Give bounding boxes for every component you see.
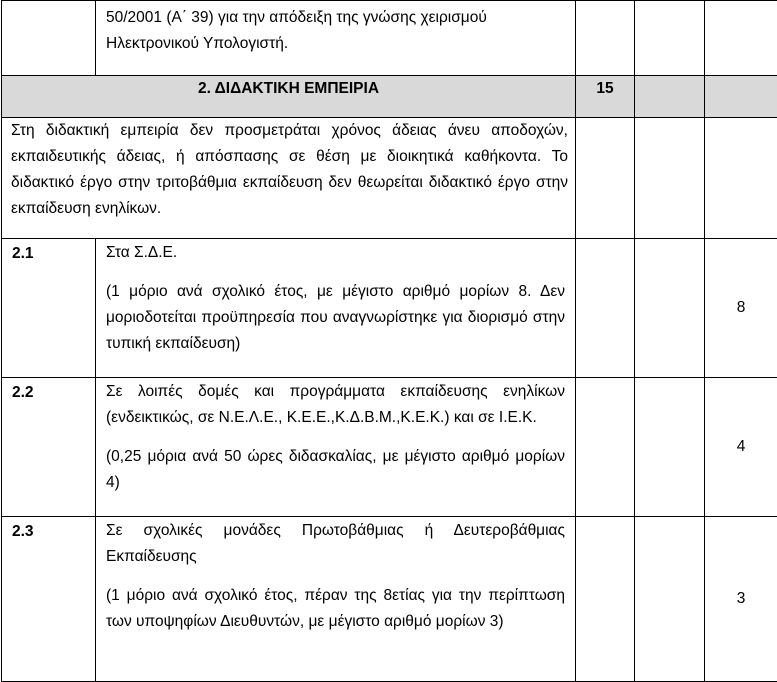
section-title: 2. ΔΙΔΑΚΤΙΚΗ ΕΜΠΕΙΡΙΑ — [2, 76, 575, 102]
row-description: Σε σχολικές μονάδες Πρωτοβάθμιας ή Δευτεροβάθμιας Εκπαίδευσης — [106, 518, 565, 570]
row-number: 2.1 — [2, 239, 95, 267]
cell-empty — [635, 378, 705, 517]
section-points-cell — [576, 76, 635, 118]
section-intro-text: Στη διδακτική εμπειρία δεν προσμετράται χρόνος άδειας άνευ αποδοχών, εκπαιδευτικής άδειας, ή απόσπασης σε θέση με διοικητικά καθήκοντα. Το διδακτικό έργο στην τριτοβάθμια εκπαίδευση δεν θεωρείται διδακτικό έργο στην εκπαίδευση ενηλίκων. — [11, 118, 568, 222]
table-row — [2, 378, 777, 517]
cell-empty — [635, 118, 705, 239]
section-intro-cell — [2, 118, 576, 239]
row-note: (1 μόριο ανά σχολικό έτος, με μέγιστο αριθμό μορίων 8. Δεν μοριοδοτείται προϋπηρεσία που αναγνωρίστηκε για διορισμό στην τυπική εκπαίδευση) — [106, 279, 565, 357]
cell-empty — [705, 76, 777, 118]
cell-empty — [576, 1, 635, 76]
cell-empty — [576, 378, 635, 517]
continuation-line: Ηλεκτρονικού Υπολογιστή. — [106, 31, 565, 57]
row-note: (0,25 μόρια ανά 50 ώρες διδασκαλίας, με μέγιστο αριθμό μορίων 4) — [106, 444, 565, 496]
row-description: Σε λοιπές δομές και προγράμματα εκπαίδευσης ενηλίκων (ενδεικτικώς, σε Ν.Ε.Λ.Ε., Κ.Ε.Ε.,Κ.Δ.Β.Μ.,Κ.Ε.Κ.) και σε Ι.Ε.Κ. — [106, 379, 565, 431]
cell-empty — [635, 517, 705, 682]
row-points: 4 — [705, 378, 777, 517]
row-points: 8 — [705, 239, 777, 378]
cell-empty — [635, 76, 705, 118]
table-row — [2, 517, 777, 682]
table-row — [2, 239, 777, 378]
row-number-cell — [2, 378, 96, 517]
row-number: 2.2 — [2, 378, 95, 406]
criteria-table — [1, 0, 777, 682]
cell-empty — [705, 1, 777, 76]
section-points: 15 — [576, 76, 634, 102]
row-number: 2.3 — [2, 517, 95, 545]
row-note: (1 μόριο ανά σχολικό έτος, πέραν της 8ετίας για την περίπτωση των υποψηφίων Διευθυντών, με μέγιστο αριθμό μορίων 3) — [106, 583, 565, 635]
cell-empty — [576, 239, 635, 378]
continuation-line: 50/2001 (Α΄ 39) για την απόδειξη της γνώσης χειρισμού — [106, 5, 565, 31]
row-description: Στα Σ.Δ.Ε. — [106, 240, 565, 266]
cell-empty — [705, 118, 777, 239]
row-text-cell — [96, 378, 576, 517]
table-row-continuation — [2, 1, 777, 76]
row-number-cell — [2, 517, 96, 682]
cell-empty — [635, 239, 705, 378]
cell-empty — [576, 517, 635, 682]
section-header-row — [2, 76, 777, 118]
row-text-cell — [96, 239, 576, 378]
cell-empty — [576, 118, 635, 239]
row-number-cell — [2, 239, 96, 378]
row-points: 3 — [705, 517, 777, 682]
row-text-cell — [96, 517, 576, 682]
cell-empty — [635, 1, 705, 76]
cell-continuation-text — [96, 1, 576, 76]
section-intro-row — [2, 118, 777, 239]
cell-empty — [2, 1, 96, 76]
section-title-cell — [2, 76, 576, 118]
